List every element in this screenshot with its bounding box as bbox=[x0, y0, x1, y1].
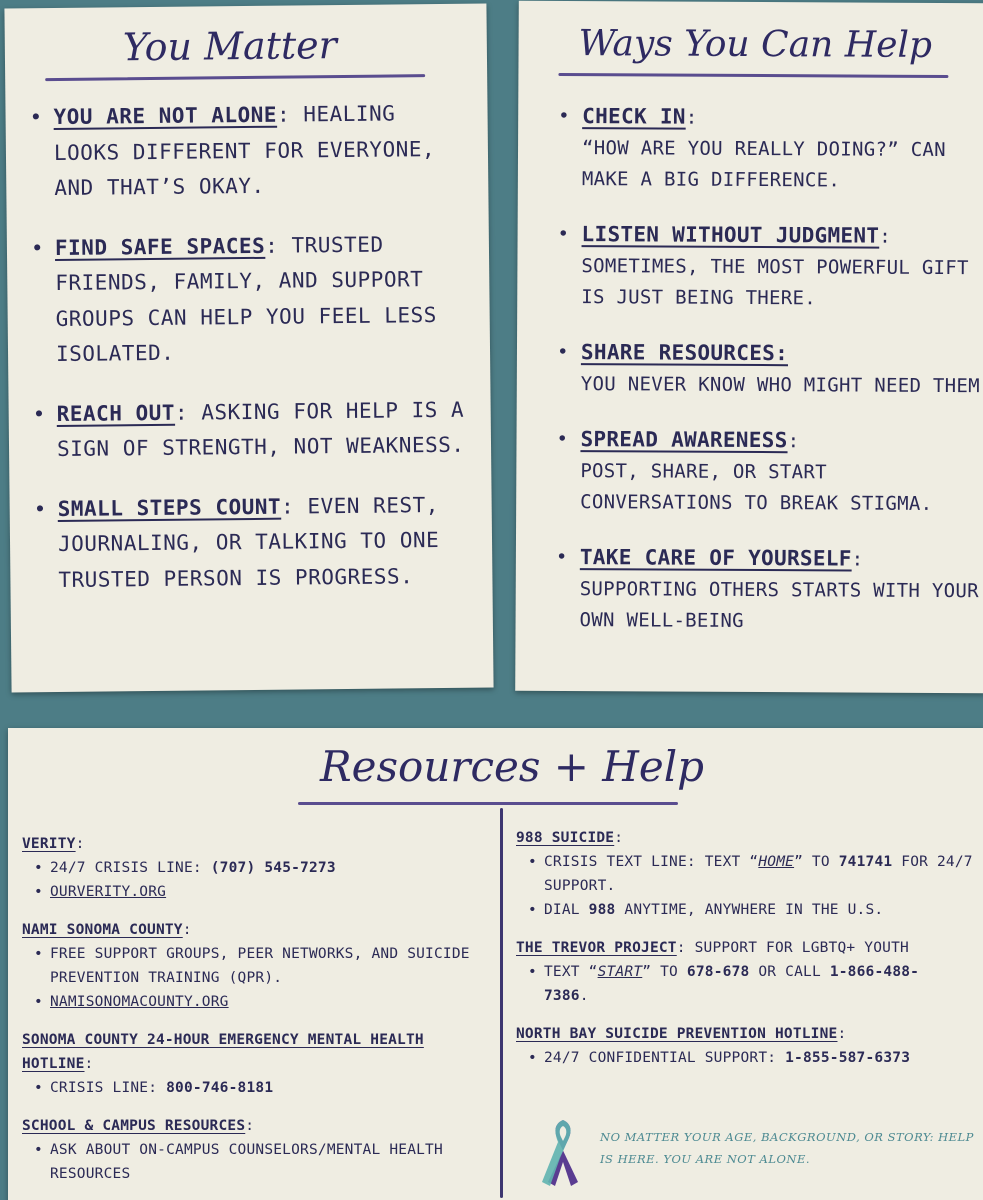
text-to: TO bbox=[803, 854, 839, 870]
dial-prefix: DIAL bbox=[544, 902, 589, 918]
item-heading: REACH OUT bbox=[56, 400, 176, 426]
list-item bbox=[544, 898, 983, 922]
list-item bbox=[50, 990, 492, 1014]
item-heading: LISTEN WITHOUT JUDGMENT bbox=[581, 222, 880, 248]
text-to: TO bbox=[651, 964, 687, 980]
trevor-call-number[interactable]: 1-866-488-7386 bbox=[544, 964, 920, 1004]
item-heading: YOU ARE NOT ALONE bbox=[53, 102, 278, 130]
item-text: SUPPORTING OTHERS STARTS WITH YOUR OWN WELL-BEING bbox=[579, 578, 979, 632]
item-suffix: : bbox=[787, 430, 800, 453]
resources-left-column bbox=[22, 832, 492, 1200]
item-suffix: : bbox=[685, 106, 698, 129]
list-item: • TEXT “START” TO 678-678 OR CALL 1-866-488-7386. bbox=[544, 960, 954, 1008]
item-heading: FIND SAFE SPACES bbox=[54, 233, 266, 260]
list-item bbox=[581, 219, 981, 315]
item-heading: SMALL STEPS COUNT bbox=[57, 494, 282, 521]
item-text: : EVEN REST, JOURNALING, OR TALKING TO ONE TRUSTED PERSON IS PROGRESS. bbox=[57, 492, 440, 592]
suicide-988-block: 988 SUICIDE: • CRISIS TEXT LINE: TEXT “HOME” TO 741741 FOR 24/7 SUPPORT. • DIAL 988 ANYTIME, ANYWHERE IN THE U.S. bbox=[516, 826, 983, 922]
item-heading: TAKE CARE OF YOURSELF bbox=[579, 545, 852, 571]
list-item: • CRISIS TEXT LINE: TEXT “HOME” TO 741741 FOR 24/7 SUPPORT. bbox=[544, 850, 983, 898]
list-item bbox=[53, 96, 474, 207]
text-prefix: CRISIS TEXT LINE: TEXT bbox=[544, 854, 750, 870]
item-text: : ASKING FOR HELP IS A SIGN OF STRENGTH, NOT WEAKNESS. bbox=[56, 397, 465, 462]
item-heading: SPREAD AWARENESS bbox=[580, 427, 788, 453]
sonoma-heading: SONOMA COUNTY 24-HOUR EMERGENCY MENTAL HEALTH HOTLINE bbox=[22, 1032, 424, 1072]
suicide-988-heading: 988 SUICIDE bbox=[516, 830, 615, 846]
trevor-heading: THE TREVOR PROJECT bbox=[516, 940, 677, 956]
school-heading: SCHOOL & CAMPUS RESOURCES bbox=[22, 1118, 246, 1134]
keyword-home: HOME bbox=[758, 854, 795, 870]
item-heading: CHECK IN bbox=[582, 104, 686, 129]
item-text: “HOW ARE YOU REALLY DOING?” CAN MAKE A BIG DIFFERENCE. bbox=[581, 137, 947, 192]
period: . bbox=[579, 988, 589, 1004]
item-suffix: : bbox=[879, 225, 892, 248]
dial-number[interactable]: 988 bbox=[588, 902, 616, 918]
list-item: • ASK ABOUT ON-CAMPUS COUNSELORS/MENTAL HEALTH RESOURCES bbox=[50, 1138, 470, 1186]
list-item bbox=[580, 424, 980, 520]
list-item bbox=[55, 226, 476, 372]
text-number[interactable]: 741741 bbox=[838, 854, 893, 870]
trevor-text-number[interactable]: 678-678 bbox=[686, 964, 750, 980]
list-item bbox=[50, 856, 492, 880]
resources-right-column bbox=[516, 826, 983, 1084]
list-item bbox=[57, 487, 478, 598]
list-item bbox=[581, 337, 981, 402]
verity-block: VERITY: • 24/7 CRISIS LINE: (707) 545-7273 • OURVERITY.ORG bbox=[22, 832, 492, 904]
ways-title: Ways You Can Help bbox=[578, 23, 933, 66]
list-item bbox=[56, 392, 477, 467]
trevor-block bbox=[516, 936, 983, 1008]
you-matter-card bbox=[4, 3, 493, 692]
item-heading: SHARE RESOURCES: bbox=[580, 340, 789, 366]
dial-suffix: ANYTIME, ANYWHERE IN THE U.S. bbox=[615, 902, 884, 918]
item-suffix: : bbox=[851, 548, 864, 571]
or-call: OR CALL bbox=[749, 964, 830, 980]
northbay-phone[interactable]: 1-855-587-6373 bbox=[785, 1050, 911, 1066]
school-block: SCHOOL & CAMPUS RESOURCES: • ASK ABOUT ON-CAMPUS COUNSELORS/MENTAL HEALTH RESOURCES bbox=[22, 1114, 492, 1186]
ways-title-underline bbox=[558, 73, 948, 78]
northbay-block: NORTH BAY SUICIDE PREVENTION HOTLINE: • 24/7 CONFIDENTIAL SUPPORT: 1-855-587-6373 bbox=[516, 1022, 983, 1070]
column-divider bbox=[500, 808, 503, 1198]
item-text: : TRUSTED FRIENDS, FAMILY, AND SUPPORT GROUPS CAN HELP YOU FEEL LESS ISOLATED. bbox=[55, 232, 437, 367]
keyword-start: START bbox=[597, 964, 643, 980]
verity-website-link[interactable]: OURVERITY.ORG bbox=[50, 884, 167, 900]
sonoma-phone[interactable]: 800-746-8181 bbox=[166, 1080, 274, 1096]
awareness-ribbon-icon bbox=[538, 1112, 588, 1188]
crisis-line-label: 24/7 CRISIS LINE: bbox=[50, 860, 211, 876]
nami-block: NAMI SONOMA COUNTY: • FREE SUPPORT GROUPS, PEER NETWORKS, AND SUICIDE PREVENTION TRAINING (QPR). • NAMISONOMACOUNTY.ORG bbox=[22, 918, 492, 1014]
item-text: : HEALING LOOKS DIFFERENT FOR EVERYONE, AND THAT’S OKAY. bbox=[53, 101, 436, 201]
you-matter-list bbox=[53, 96, 478, 622]
item-text: YOU NEVER KNOW WHO MIGHT NEED THEM bbox=[580, 373, 980, 398]
list-item bbox=[579, 542, 979, 638]
nami-website-link[interactable]: NAMISONOMACOUNTY.ORG bbox=[50, 994, 229, 1010]
text-suffix: FOR 24/7 SUPPORT. bbox=[544, 854, 973, 894]
you-matter-title-underline bbox=[45, 74, 425, 81]
list-item bbox=[50, 880, 492, 904]
crisis-line-label: CRISIS LINE: bbox=[50, 1080, 167, 1096]
you-matter-title: You Matter bbox=[122, 23, 338, 70]
resources-card bbox=[8, 728, 983, 1200]
resources-title: Resources + Help bbox=[320, 742, 705, 791]
verity-heading: VERITY bbox=[22, 836, 76, 852]
ways-list bbox=[579, 101, 982, 662]
ways-you-can-help-card bbox=[515, 1, 983, 693]
item-text: POST, SHARE, OR START CONVERSATIONS TO BREAK STIGMA. bbox=[580, 460, 933, 515]
nami-heading: NAMI SONOMA COUNTY bbox=[22, 922, 183, 938]
resources-title-underline bbox=[298, 802, 678, 805]
northbay-heading: NORTH BAY SUICIDE PREVENTION HOTLINE bbox=[516, 1026, 838, 1042]
verity-phone[interactable]: (707) 545-7273 bbox=[210, 860, 336, 876]
list-item: • FREE SUPPORT GROUPS, PEER NETWORKS, AND SUICIDE PREVENTION TRAINING (QPR). bbox=[50, 942, 492, 990]
list-item bbox=[544, 1046, 954, 1070]
trevor-desc: : SUPPORT FOR LGBTQ+ YOUTH bbox=[676, 940, 909, 956]
list-item bbox=[582, 101, 982, 197]
text-prefix: TEXT bbox=[544, 964, 589, 980]
footer-message: NO MATTER YOUR AGE, BACKGROUND, OR STORY: HELP IS HERE. YOU ARE NOT ALONE. bbox=[600, 1130, 974, 1166]
support-label: 24/7 CONFIDENTIAL SUPPORT: bbox=[544, 1050, 786, 1066]
item-text: SOMETIMES, THE MOST POWERFUL GIFT IS JUST BEING THERE. bbox=[581, 255, 969, 310]
sonoma-hotline-block: SONOMA COUNTY 24-HOUR EMERGENCY MENTAL HEALTH HOTLINE: • CRISIS LINE: 800-746-8181 bbox=[22, 1028, 492, 1100]
list-item bbox=[50, 1076, 492, 1100]
